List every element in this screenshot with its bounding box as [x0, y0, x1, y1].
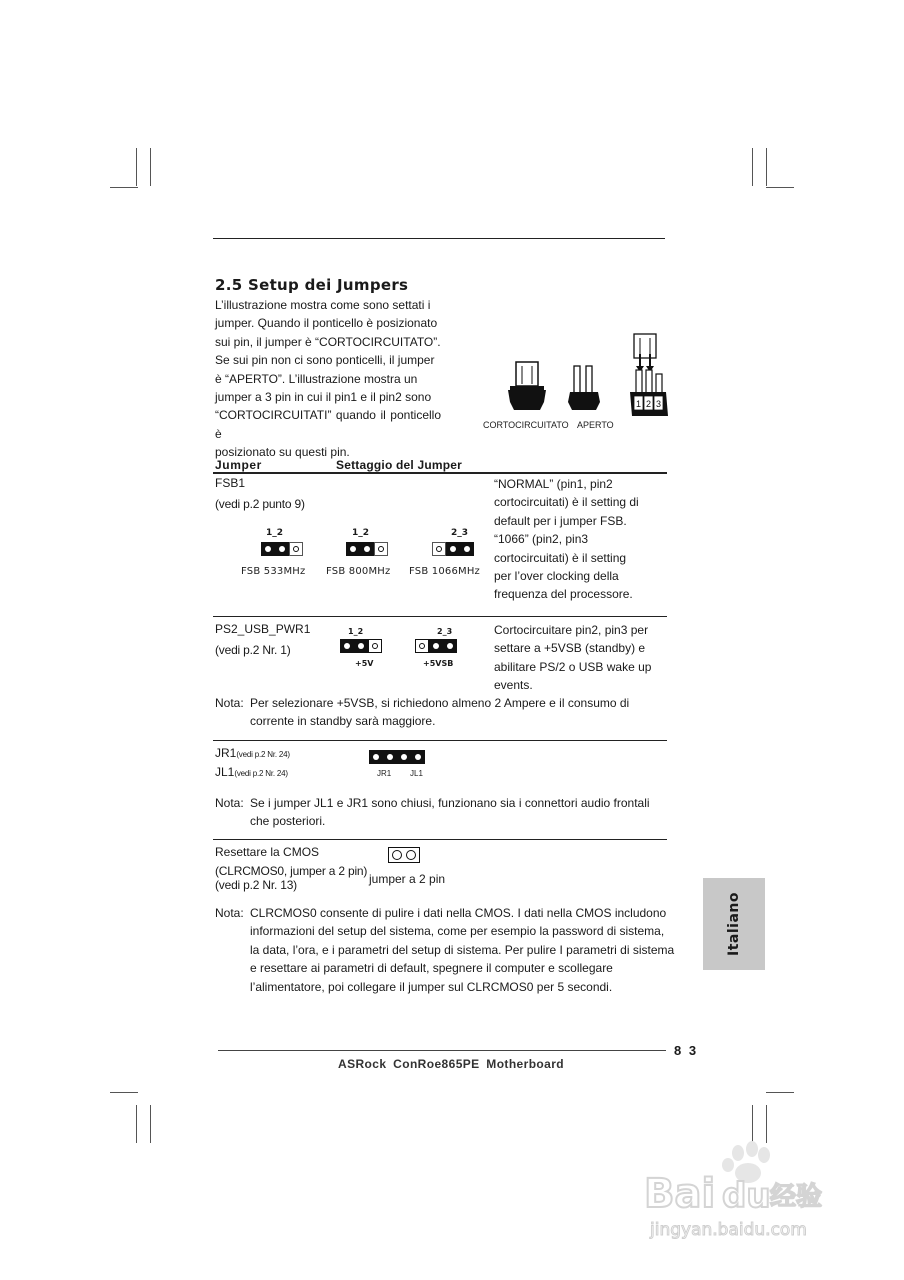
fsb-800-label: FSB 800MHz — [326, 566, 391, 577]
pin-number: 2 — [646, 399, 652, 409]
pin — [383, 750, 397, 764]
svg-text:jingyan.baidu.com: jingyan.baidu.com — [650, 1220, 807, 1240]
jr1-ref: (vedi p.2 Nr. 24) — [236, 750, 290, 759]
row-divider — [213, 740, 667, 741]
fsb-description — [494, 475, 664, 604]
fsb-jumper-name: FSB1 — [215, 476, 246, 490]
pin — [411, 750, 425, 764]
shorted-caption: CORTOCIRCUITATO — [483, 420, 569, 430]
crop-mark — [110, 187, 138, 188]
column-header-jumper: Jumper — [215, 458, 262, 472]
note-line: e resettare ai parametri di default, spegnere il computer e scollegare — [250, 961, 613, 976]
row-divider — [213, 616, 667, 617]
ps2-5vsb-label: +5VSB — [423, 659, 454, 668]
crop-mark — [752, 148, 753, 186]
ps2-jumper-name: PS2_USB_PWR1 — [215, 622, 311, 636]
ps2-5vsb-jumper — [415, 639, 457, 653]
intro-line: jumper. Quando il ponticello è posizionato — [215, 316, 438, 331]
note-line: corrente in standby sarà maggiore. — [250, 714, 436, 729]
ps2-pin-label: 1_2 — [348, 627, 364, 636]
pin — [346, 542, 360, 556]
ps2-desc-line: abilitare PS/2 o USB wake up — [494, 659, 652, 674]
pin — [289, 542, 303, 556]
crop-mark — [766, 1092, 794, 1093]
shorted-jumper-drawing — [508, 362, 546, 410]
fsb-desc-line: cortocircuitati) è il setting di — [494, 495, 639, 510]
ps2-ref: (vedi p.2 Nr. 1) — [215, 643, 291, 657]
pin — [404, 849, 418, 861]
pin — [374, 542, 388, 556]
cmos-note — [215, 904, 675, 994]
fsb-pin-label: 2_3 — [451, 528, 469, 538]
pin — [429, 639, 443, 653]
jumper-illustration — [500, 330, 680, 420]
pin — [397, 750, 411, 764]
cmos-2pin-jumper — [388, 847, 420, 863]
cmos-setting: jumper a 2 pin — [369, 872, 446, 886]
fsb-800-jumper — [346, 542, 388, 556]
svg-text:经验: 经验 — [770, 1182, 823, 1212]
row-divider — [213, 839, 667, 840]
language-tab-label: Italiano — [726, 892, 742, 956]
pin — [354, 639, 368, 653]
pin — [432, 542, 446, 556]
crop-mark — [766, 148, 767, 186]
pin — [415, 639, 429, 653]
fsb-desc-line: default per i jumper FSB. — [494, 513, 627, 528]
intro-line: sui pin, il jumper è “CORTOCIRCUITATO”. — [215, 334, 441, 349]
pin — [443, 639, 457, 653]
jl1-pin-label: JL1 — [410, 769, 423, 778]
pin — [340, 639, 354, 653]
pin — [390, 849, 404, 861]
top-rule — [213, 238, 665, 239]
jr1-row — [215, 746, 290, 760]
pin — [261, 542, 275, 556]
note-line: informazioni del setup del sistema, come per esempio la password di sistema, — [250, 924, 665, 939]
note-label: Nota: — [215, 696, 244, 710]
open-jumper-drawing — [568, 366, 600, 410]
note-line: Se i jumper JL1 e JR1 sono chiusi, funzionano sia i connettori audio frontali — [250, 796, 650, 810]
fsb-533-label: FSB 533MHz — [241, 566, 306, 577]
pin-number: 1 — [636, 399, 642, 409]
ps2-5v-label: +5V — [355, 659, 374, 668]
intro-line: “CORTOCIRCUITATI” quando il ponticello è — [215, 408, 441, 441]
section-title: 2.5 Setup dei Jumpers — [215, 276, 409, 294]
ps2-desc-line: events. — [494, 678, 533, 693]
fsb-533-jumper — [261, 542, 303, 556]
jr-note — [215, 794, 650, 829]
note-line: CLRCMOS0 consente di pulire i dati nella CMOS. I dati nella CMOS includono — [250, 906, 667, 920]
ps2-desc-line: settare a +5VSB (standby) e — [494, 641, 646, 656]
intro-paragraph — [215, 296, 441, 462]
jr1-jl1-jumper — [369, 750, 425, 764]
pin — [275, 542, 289, 556]
svg-text:du: du — [722, 1176, 771, 1216]
note-label: Nota: — [215, 796, 244, 810]
note-line: la data, l’ora, e i parametri del setup di sistema. Per pulire I parametri di sistema — [250, 942, 675, 957]
pin — [446, 542, 460, 556]
language-tab — [703, 878, 765, 970]
jl1-ref: (vedi p.2 Nr. 24) — [234, 769, 288, 778]
pin — [460, 542, 474, 556]
pin — [368, 639, 382, 653]
note-line: che posteriori. — [250, 814, 326, 829]
cmos-ref2: (vedi p.2 Nr. 13) — [215, 878, 297, 892]
cmos-ref1: (CLRCMOS0, jumper a 2 pin) — [215, 864, 368, 878]
fsb-1066-label: FSB 1066MHz — [409, 566, 481, 577]
crop-mark — [150, 1105, 151, 1143]
fsb-1066-jumper — [432, 542, 474, 556]
page-number: 8 3 — [674, 1043, 699, 1058]
intro-line: Se sui pin non ci sono ponticelli, il jumper — [215, 353, 435, 368]
cmos-name: Resettare la CMOS — [215, 845, 320, 859]
crop-mark — [110, 1092, 138, 1093]
open-caption: APERTO — [577, 420, 614, 430]
fsb-pin-label: 1_2 — [352, 528, 370, 538]
crop-mark — [136, 1105, 137, 1143]
jr1-name: JR1 — [215, 746, 237, 760]
fsb-desc-line: cortocircuitati) è il setting — [494, 550, 627, 565]
ps2-pin-label: 2_3 — [437, 627, 453, 636]
fsb-desc-line: frequenza del processore. — [494, 587, 633, 602]
jl1-row — [215, 765, 288, 779]
ps2-5v-jumper — [340, 639, 382, 653]
fsb-desc-line: “1066” (pin2, pin3 — [494, 532, 589, 547]
fsb-desc-line: per l’over clocking della — [494, 569, 619, 584]
three-pin-jumper-drawing — [630, 334, 668, 416]
pin-number: 3 — [656, 399, 662, 409]
crop-mark — [150, 148, 151, 186]
baidu-watermark-logo — [640, 1135, 860, 1245]
fsb-desc-line: “NORMAL” (pin1, pin2 — [494, 477, 613, 491]
ps2-note — [215, 694, 630, 729]
note-label: Nota: — [215, 906, 244, 920]
footer-rule — [218, 1050, 666, 1051]
column-header-setting: Settaggio del Jumper — [336, 458, 463, 472]
crop-mark — [766, 187, 794, 188]
footer-title: ASRock ConRoe865PE Motherboard — [338, 1057, 565, 1071]
intro-line: posizionato su questi pin. — [215, 445, 350, 460]
intro-line: jumper a 3 pin in cui il pin1 e il pin2 sono — [215, 390, 432, 405]
pin — [369, 750, 383, 764]
crop-mark — [136, 148, 137, 186]
fsb-ref: (vedi p.2 punto 9) — [215, 497, 305, 511]
svg-text:Bai: Bai — [644, 1171, 716, 1217]
note-line: Per selezionare +5VSB, si richiedono almeno 2 Ampere e il consumo di — [250, 696, 630, 710]
note-line: l’alimentatore, poi collegare il jumper sul CLRCMOS0 per 5 secondi. — [250, 979, 613, 994]
jl1-name: JL1 — [215, 765, 235, 779]
header-rule — [213, 472, 667, 474]
intro-line: L’illustrazione mostra come sono settati i — [215, 298, 431, 312]
jr1-pin-label: JR1 — [377, 769, 392, 778]
fsb-pin-label: 1_2 — [266, 528, 284, 538]
intro-line: è “APERTO”. L’illustrazione mostra un — [215, 371, 418, 386]
pin — [360, 542, 374, 556]
ps2-desc-line: Cortocircuitare pin2, pin3 per — [494, 623, 649, 637]
ps2-description — [494, 621, 660, 695]
